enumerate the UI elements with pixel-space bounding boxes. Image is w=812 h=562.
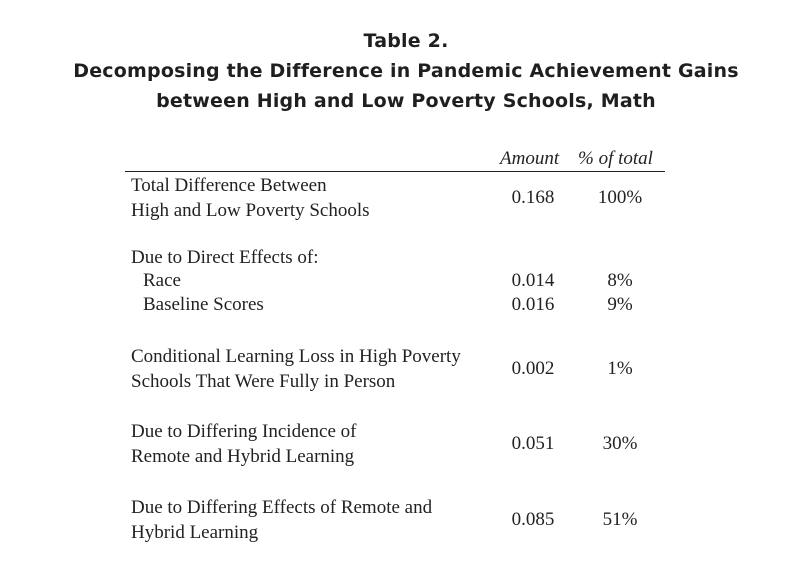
cell-pct-baseline-scores: 9% [607,294,633,315]
cell-amount-race: 0.014 [511,270,555,291]
cell-amount-differing-effects: 0.085 [511,509,555,530]
header-rule [125,171,665,172]
row-label-baseline-scores: Baseline Scores [143,294,264,315]
row-label-line: High and Low Poverty Schools [131,200,370,221]
cell-pct-differing-effects: 51% [602,509,638,530]
row-label-differing-effects [131,495,432,545]
table-subtitle-line-2: between High and Low Poverty Schools, Math [156,90,656,112]
cell-amount-conditional-loss: 0.002 [511,358,555,379]
row-label-line: Due to Differing Incidence of [131,421,357,442]
row-label-line: Total Difference Between [131,175,327,196]
cell-amount-differing-incidence: 0.051 [511,433,555,454]
cell-pct-differing-incidence: 30% [602,433,638,454]
row-label-line: Conditional Learning Loss in High Poverty [131,346,461,367]
cell-amount-total-difference: 0.168 [511,187,555,208]
table-title: Table 2. [363,30,449,52]
row-label-line: Remote and Hybrid Learning [131,446,355,467]
cell-amount-baseline-scores: 0.016 [511,294,555,315]
table-subtitle-line-1: Decomposing the Difference in Pandemic Achievement Gains [73,60,739,82]
table-title-block [0,26,812,116]
cell-pct-total-difference: 100% [597,187,643,208]
row-label-line: Schools That Were Fully in Person [131,371,396,392]
column-header-amount: Amount [500,148,560,169]
cell-pct-conditional-loss: 1% [607,358,633,379]
row-label-differing-incidence [131,419,356,469]
row-label-line: Due to Differing Effects of Remote and [131,497,433,518]
row-label-line: Hybrid Learning [131,522,259,543]
row-heading-direct-effects: Due to Direct Effects of: [131,247,319,268]
cell-pct-race: 8% [607,270,633,291]
row-label-conditional-loss [131,344,461,394]
row-label-total-difference [131,173,370,223]
column-header-pct-total: % of total [578,148,653,169]
row-label-race: Race [143,270,181,291]
